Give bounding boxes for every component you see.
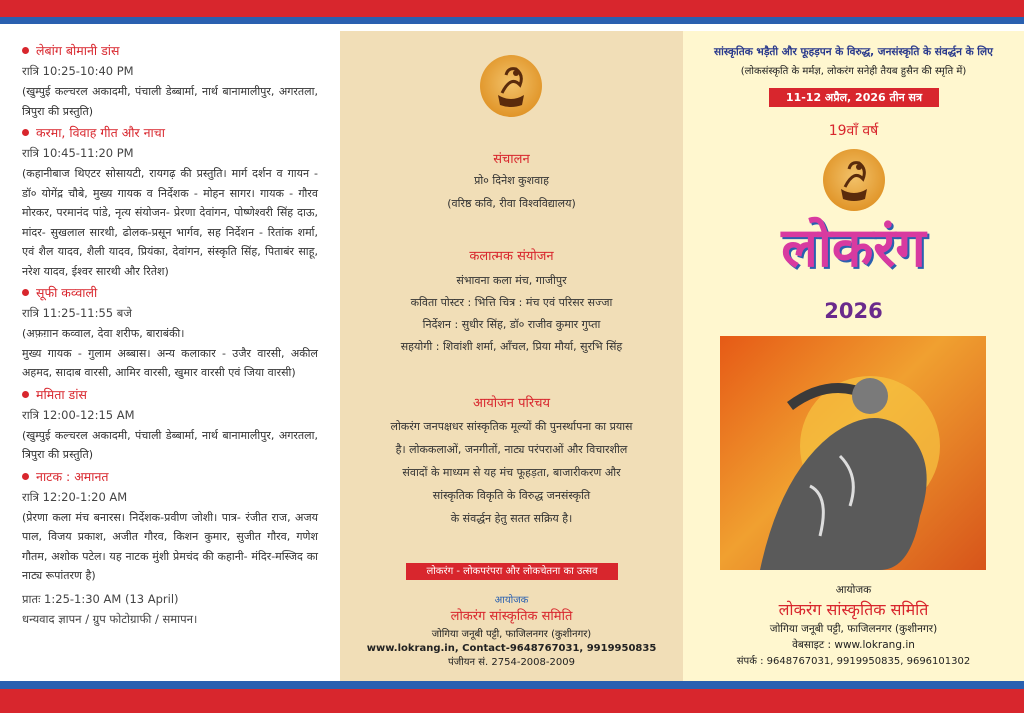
program-panel xyxy=(0,31,340,681)
item-time: रात्रि 12:00-12:15 AM xyxy=(22,407,135,422)
item-time: रात्रि 10:45-11:20 PM xyxy=(22,146,134,160)
item-title: करमा, विवाह गीत और नाचा xyxy=(36,125,165,140)
closing-text: धन्यवाद ज्ञापन / ग्रुप फोटोग्राफी / समापन। xyxy=(22,611,198,626)
cover-tagline: सांस्कृतिक भड़ैती और फूहड़पन के विरुद्ध, जनसंस्कृति के संवर्द्धन के लिए xyxy=(714,46,993,58)
org-address: जोगिया जनूबी पट्टी, फाजिलनगर (कुशीनगर) xyxy=(431,629,592,640)
bullet-icon xyxy=(22,473,29,480)
artwork-figure-icon xyxy=(720,336,986,570)
kala-line: निर्देशन : सुधीर सिंह, डॉ० राजीव कुमार गुप्ता xyxy=(422,318,601,331)
bullet-icon xyxy=(22,289,29,296)
kala-line: कविता पोस्टर : भित्ति चित्र : मंच एवं परिसर सज्जा xyxy=(410,296,613,309)
item-time: रात्रि 12:20-1:20 AM xyxy=(22,489,128,504)
kala-line: सहयोगी : शिवांशी शर्मा, आँचल, प्रिया मौर्या, सुरभि सिंह xyxy=(400,340,623,353)
cover-subtagline: (लोकसंस्कृति के मर्मज्ञ, लोकरंग सनेही तैयब हुसैन की स्मृति में) xyxy=(740,66,967,77)
parichay-line: संवादों के माध्यम से यह मंच फूहड़ता, बाजारीकरण और xyxy=(402,466,621,479)
org-contact: www.lokrang.in, Contact-9648767031, 9919950835 xyxy=(366,643,657,654)
program-item-1 xyxy=(22,42,318,121)
year-label: 2026 xyxy=(824,299,883,323)
item-title: लेबांग बोमानी डांस xyxy=(36,43,120,58)
artwork-image xyxy=(720,336,986,570)
date-badge: 11-12 अप्रैल, 2026 तीन सत्र xyxy=(769,88,939,107)
item-body: (कहानीबाज थिएटर सोसायटी, रायगढ़ की प्रस्तुति। मार्ग दर्शन व गायन - डॉ० योगेंद्र चौबे, मुख्य गायक व निर्देशक - मोहन सागर। गायक - गौरव मोरकर, परमानंद पांडे, नृत्य संयोजन- प्रेरणा देवांगन, पोष्णेश्वरी सिंह दाऊ, मांदर- सुखलाल सारथी, ढोलक-प्रसून भार्गव, सह निर्देशन - रितांक शर्मा, एवं शैल यादव, शैली यादव, प्रियंका, देवांगन, संस्कृति सिंह, पिताबंर साहू, नरेश यादव, ईश्वर सारथी और रितेश) xyxy=(22,167,318,278)
info-panel xyxy=(340,31,683,681)
cover-org-name: लोकरंग सांस्कृतिक समिति xyxy=(778,600,929,619)
lokrang-logo-icon xyxy=(823,149,885,211)
item-title: नाटक : अमानत xyxy=(36,468,109,484)
cover-org-address: जोगिया जनूबी पट्टी, फाजिलनगर (कुशीनगर) xyxy=(769,623,938,635)
item-body: (अफ़ग़ान कव्वाल, देवा शरीफ, बाराबंकी। xyxy=(22,327,185,340)
cover-panel xyxy=(683,31,1024,681)
program-item-3 xyxy=(22,284,318,383)
kala-line: संभावना कला मंच, गाजीपुर xyxy=(456,274,567,287)
lokrang-title: लोकरंग xyxy=(781,216,926,279)
org-registration: पंजीयन सं. 2754-2008-2009 xyxy=(448,657,575,668)
cover-website: वेबसाइट : www.lokrang.in xyxy=(792,639,915,651)
program-item-5 xyxy=(22,468,318,586)
bottom-band xyxy=(0,681,1024,713)
item-time: रात्रि 11:25-11:55 बजे xyxy=(22,306,132,320)
item-body: (खुम्पुई कल्चरल अकादमी, पंचाली डेब्बार्मा, नार्थ बानामालीपुर, अगरतला, त्रिपुरा की प्रस्तुति) xyxy=(22,428,318,461)
cover-org-label: आयोजक xyxy=(835,584,872,596)
kala-title: कलात्मक संयोजन xyxy=(469,249,554,264)
item-title: सूफी कव्वाली xyxy=(36,285,98,300)
item-time: रात्रि 10:25-10:40 PM xyxy=(22,64,134,78)
program-item-2 xyxy=(22,124,318,281)
item-body-2: मुख्य गायक - गुलाम अब्बास। अन्य कलाकार - उजैर वारसी, अकील अहमद, सादाब वारसी, आमिर वारसी, खुमार वारसी एवं जिया वारसी) xyxy=(22,346,318,379)
tagline-banner: लोकरंग - लोकपरंपरा और लोकचेतना का उत्सव xyxy=(406,563,618,580)
bullet-icon xyxy=(22,391,29,398)
org-name: लोकरंग सांस्कृतिक समिति xyxy=(450,609,573,624)
parichay-title: आयोजन परिचय xyxy=(472,396,551,411)
program-item-4 xyxy=(22,386,318,465)
top-band xyxy=(0,0,1024,24)
parichay-line: के संवर्द्धन हेतु सतत सक्रिय है। xyxy=(450,512,573,525)
morning-time: प्रातः 1:25-1:30 AM (13 April) xyxy=(22,591,179,606)
sanchalan-title: संचालन xyxy=(493,152,530,167)
item-body: (प्रेरणा कला मंच बनारस। निर्देशक-प्रवीण जोशी। पात्र- रंजीत राज, अजय पाल, विजय प्रकाश, अजीत गौरव, किशन कुमार, सुजीत गौरव, गणेश गौतम, अशोक पटेल। यह नाटक मुंशी प्रेमचंद की कहानी- मंदिर-मस्जिद का नाट्य रूपांतरण है) xyxy=(22,510,318,582)
sanchalan-desc: (वरिष्ठ कवि, रीवा विश्वविद्यालय) xyxy=(447,197,576,210)
bullet-icon xyxy=(22,47,29,54)
lokrang-logo-icon xyxy=(480,55,542,117)
cover-phones: संपर्क : 9648767031, 9919950835, 9696101302 xyxy=(736,656,971,667)
item-body: (खुम्पुई कल्चरल अकादमी, पंचाली डेब्बार्मा, नार्थ बानामालीपुर, अगरतला, त्रिपुरा की प्रस्तुति) xyxy=(22,85,318,118)
parichay-line: सांस्कृतिक विकृति के विरुद्ध जनसंस्कृति xyxy=(432,489,591,502)
edition-label: 19वाँ वर्ष xyxy=(828,123,879,139)
parichay-line: लोकरंग जनपक्षधर सांस्कृतिक मूल्यों की पुनर्स्थापना का प्रयास xyxy=(390,420,633,433)
sanchalan-name: प्रो० दिनेश कुशवाह xyxy=(474,174,549,187)
bullet-icon xyxy=(22,129,29,136)
parichay-line: है। लोककलाओं, जनगीतों, नाट्य परंपराओं और विचारशील xyxy=(395,443,628,456)
org-label: आयोजक xyxy=(494,595,529,606)
item-title: ममिता डांस xyxy=(36,386,87,402)
